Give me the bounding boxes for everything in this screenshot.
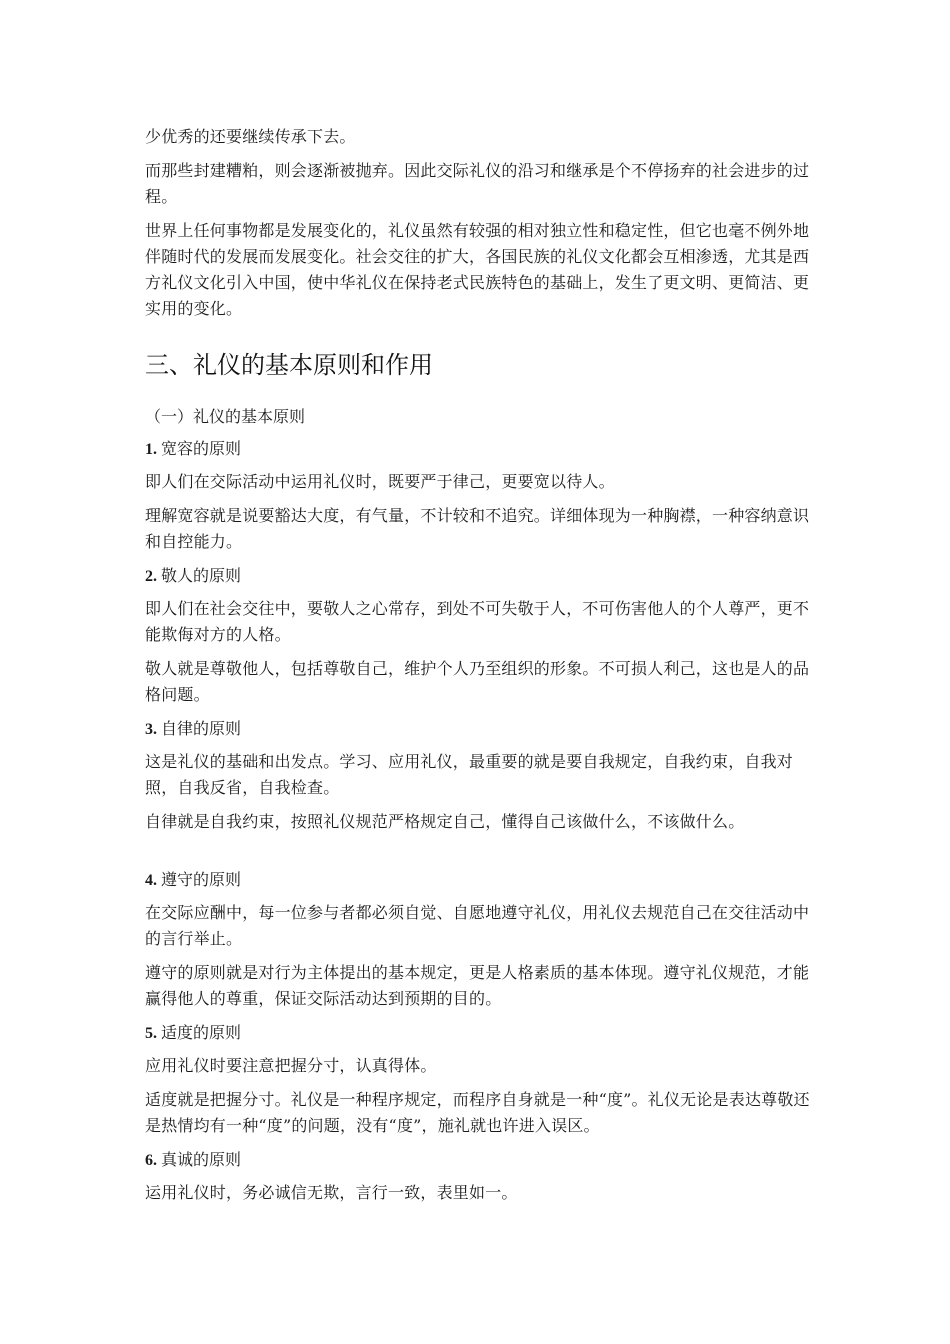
principle-number: 1. [145, 441, 157, 458]
intro-paragraph-2: 而那些封建糟粕，则会逐渐被抛弃。因此交际礼仪的沿习和继承是个不停扬弃的社会进步的过程。 [145, 161, 810, 206]
intro-paragraph-1: 少优秀的还要继续传承下去。 [145, 127, 356, 146]
principle-number: 5. [145, 1025, 157, 1042]
principle-title-text: 自律的原则 [161, 719, 242, 738]
document-page [145, 124, 817, 1214]
principle-4-paragraph-2: 遵守的原则就是对行为主体提出的基本规定，更是人格素质的基本体现。遵守礼仪规范，才能赢得他人的尊重，保证交际活动达到预期的目的。 [145, 963, 810, 1008]
principle-6-paragraph-1: 运用礼仪时，务必诚信无欺，言行一致，表里如一。 [145, 1183, 518, 1202]
principle-number: 2. [145, 568, 157, 585]
principle-title-text: 宽容的原则 [161, 439, 242, 458]
spacer [145, 843, 817, 867]
principle-title-text: 敬人的原则 [161, 566, 242, 585]
principle-number: 6. [145, 1152, 157, 1169]
principle-title-text: 适度的原则 [161, 1023, 242, 1042]
principle-5-title [145, 1020, 817, 1047]
principle-2-title [145, 563, 817, 590]
principle-number: 4. [145, 872, 157, 889]
principle-6-title [145, 1147, 817, 1174]
principle-title-text: 真诚的原则 [161, 1150, 242, 1169]
principle-3-paragraph-1: 这是礼仪的基础和出发点。学习、应用礼仪，最重要的就是要自我规定，自我约束，自我对照，自我反省，自我检查。 [145, 752, 794, 797]
intro-paragraph-3: 世界上任何事物都是发展变化的，礼仪虽然有较强的相对独立性和稳定性，但它也毫不例外地伴随时代的发展而发展变化。社会交往的扩大，各国民族的礼仪文化都会互相渗透，尤其是西方礼仪文化引入中国，使中华礼仪在保持老式民族特色的基础上，发生了更文明、更简洁、更实用的变化。 [145, 221, 810, 318]
section-heading: 三、礼仪的基本原则和作用 [145, 351, 433, 379]
principle-4-title [145, 867, 817, 894]
principle-3-paragraph-2: 自律就是自我约束，按照礼仪规范严格规定自己，懂得自己该做什么，不该做什么。 [145, 812, 745, 831]
principle-5-paragraph-1: 应用礼仪时要注意把握分寸，认真得体。 [145, 1056, 437, 1075]
principle-1-title [145, 436, 817, 463]
principle-title-text: 遵守的原则 [161, 870, 242, 889]
principle-3-title [145, 716, 817, 743]
principle-4-paragraph-1: 在交际应酬中，每一位参与者都必须自觉、自愿地遵守礼仪，用礼仪去规范自己在交往活动中的言行举止。 [145, 903, 810, 948]
principle-1-paragraph-2: 理解宽容就是说要豁达大度，有气量，不计较和不追究。详细体现为一种胸襟，一种容纳意识和自控能力。 [145, 506, 810, 551]
principle-5-paragraph-2: 适度就是把握分寸。礼仪是一种程序规定，而程序自身就是一种“度”。礼仪无论是表达尊敬还是热情均有一种“度”的问题，没有“度”，施礼就也许进入误区。 [145, 1090, 810, 1135]
section-subheading: （一）礼仪的基本原则 [145, 407, 306, 426]
principle-number: 3. [145, 721, 157, 738]
principle-1-paragraph-1: 即人们在交际活动中运用礼仪时，既要严于律己，更要宽以待人。 [145, 472, 615, 491]
principle-2-paragraph-1: 即人们在社会交往中，要敬人之心常存，到处不可失敬于人，不可伤害他人的个人尊严，更不能欺侮对方的人格。 [145, 599, 810, 644]
principle-2-paragraph-2: 敬人就是尊敬他人，包括尊敬自己，维护个人乃至组织的形象。不可损人利己，这也是人的品格问题。 [145, 659, 810, 704]
